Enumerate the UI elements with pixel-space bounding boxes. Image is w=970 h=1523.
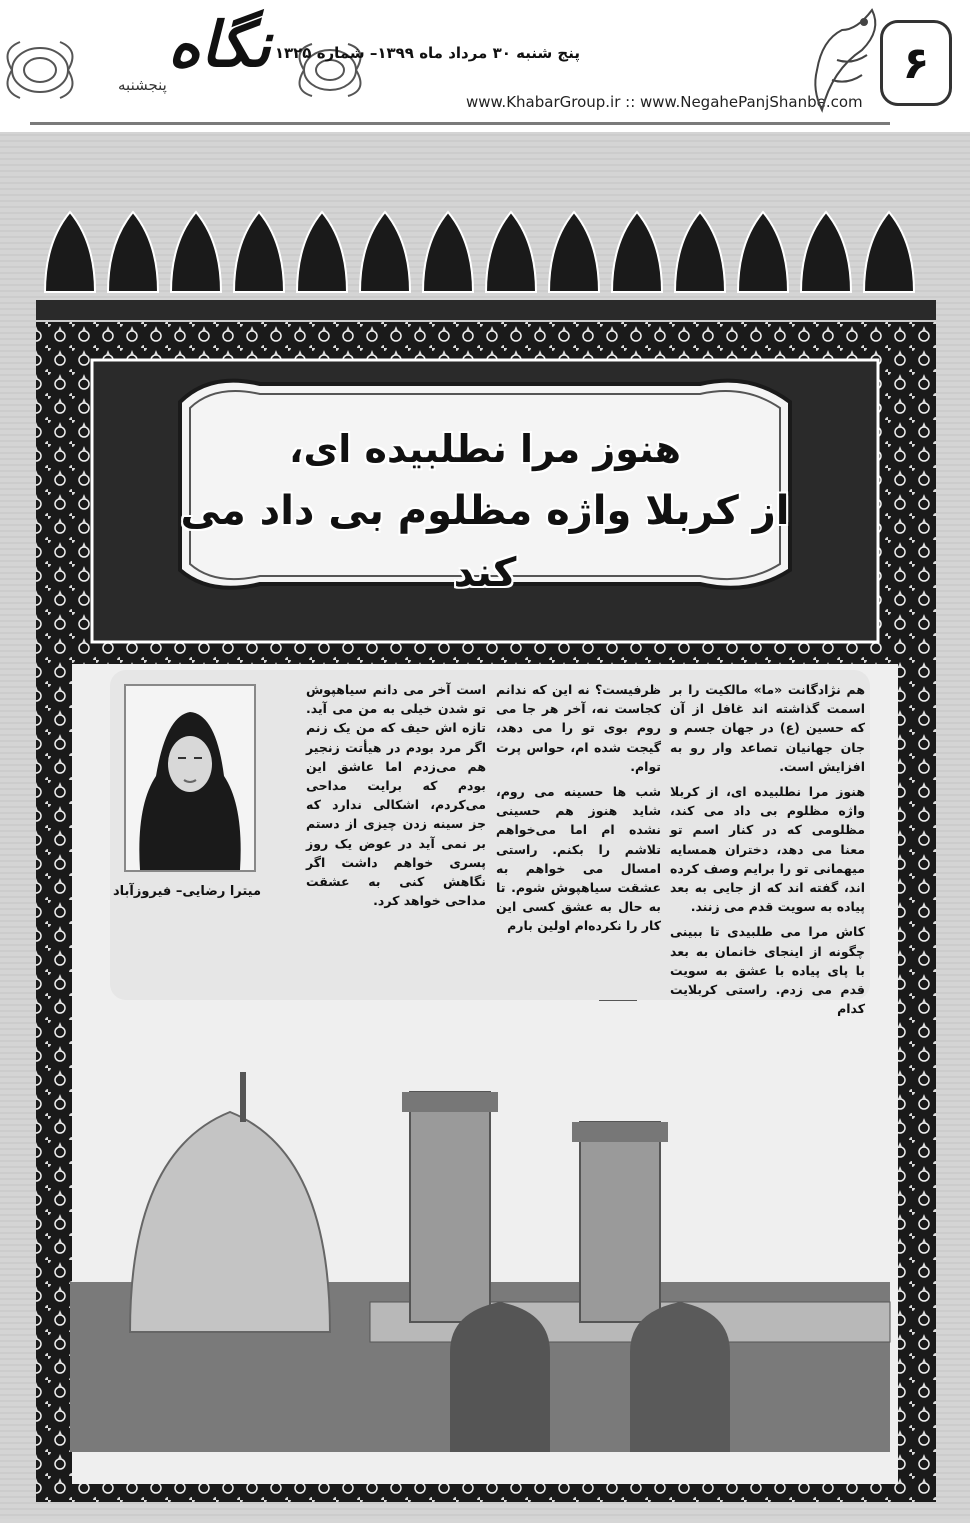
paragraph: هنوز مرا نطلبیده ای، از کربلا واژه مظلوم بی داد می کند، مظلومی که در کنار اسم تو معنا می دهد، دختران همسایه میهمانی تو را برایم وصف کرده اند، گفته اند که از جایی به بعد پیاده به سویت قدم می زنند. [670, 784, 865, 915]
paragraph: است آخر می دانم سیاهپوش تو شدن خیلی به من می آید. تازه اش حیف که من یک زنم اگر مرد بودم در هیأتت زنجیر هم می‌زدم اما عاشق این بودم که برایت مداحی می‌کردم، اشکالی ندارد که جز سینه زدن چیزی از دستم بر نمی آید در عوض یک روز پسری خواهم داشت اگر نگاهش کنی به عشقت مداحی خواهد کرد. [306, 682, 486, 909]
page-number: ۶ [880, 20, 952, 106]
issue-date: پنج شنبه ۳۰ مرداد ماه ۱۳۹۹– شماره ۱۳۲۵ [274, 44, 580, 62]
paragraph: کاش مرا می طلبیدی تا ببینی چگونه از اینجای خانمان به بعد با پای پیاده با عشق به سویت قدم می زدم. راستی کربلایت کدام [670, 924, 865, 1017]
paragraph: ظرفیست؟ نه این که ندانم کجاست نه، آخر هر جا می روم بوی تو را می دهد، گیجت شده ام، حواس پرت توام. [496, 682, 661, 774]
brand-subtitle: پنجشنبه [118, 76, 167, 94]
paragraph: هم نژادگانت «ما» مالکیت را بر اسمت گذاشته اند غافل از آن که حسین (ع) در جهان جسم و جان جهانیان تصاعد وار رو به افزایش است. [670, 682, 865, 774]
author-caption: میترا رضایی– فیروزآباد [112, 884, 262, 899]
website-urls: www.KhabarGroup.ir :: www.NegahePanjShanbe.com [466, 93, 863, 111]
article-column-2 [496, 680, 661, 942]
article-title [160, 418, 810, 604]
article-column-3 [306, 680, 486, 916]
article-column-1 [670, 680, 865, 1024]
portrait-icon [126, 686, 254, 870]
title-line-2: از کربلا واژه مظلوم بی داد می کند [180, 488, 790, 596]
title-line-1: هنوز مرا نطلبیده ای، [289, 427, 681, 471]
brand-name: نگاه [168, 8, 271, 81]
paragraph: شب ها حسینه می روم، شاید هنوز هم حسینی نشده ام اما می‌خواهم تلاشم را بکنم. راستی امسال می خواهم به عشقت سیاهپوش شوم. تا به حال به عشق کسی این کار را نکرده‌ام اولین بارم [496, 784, 661, 934]
author-photo [124, 684, 256, 872]
